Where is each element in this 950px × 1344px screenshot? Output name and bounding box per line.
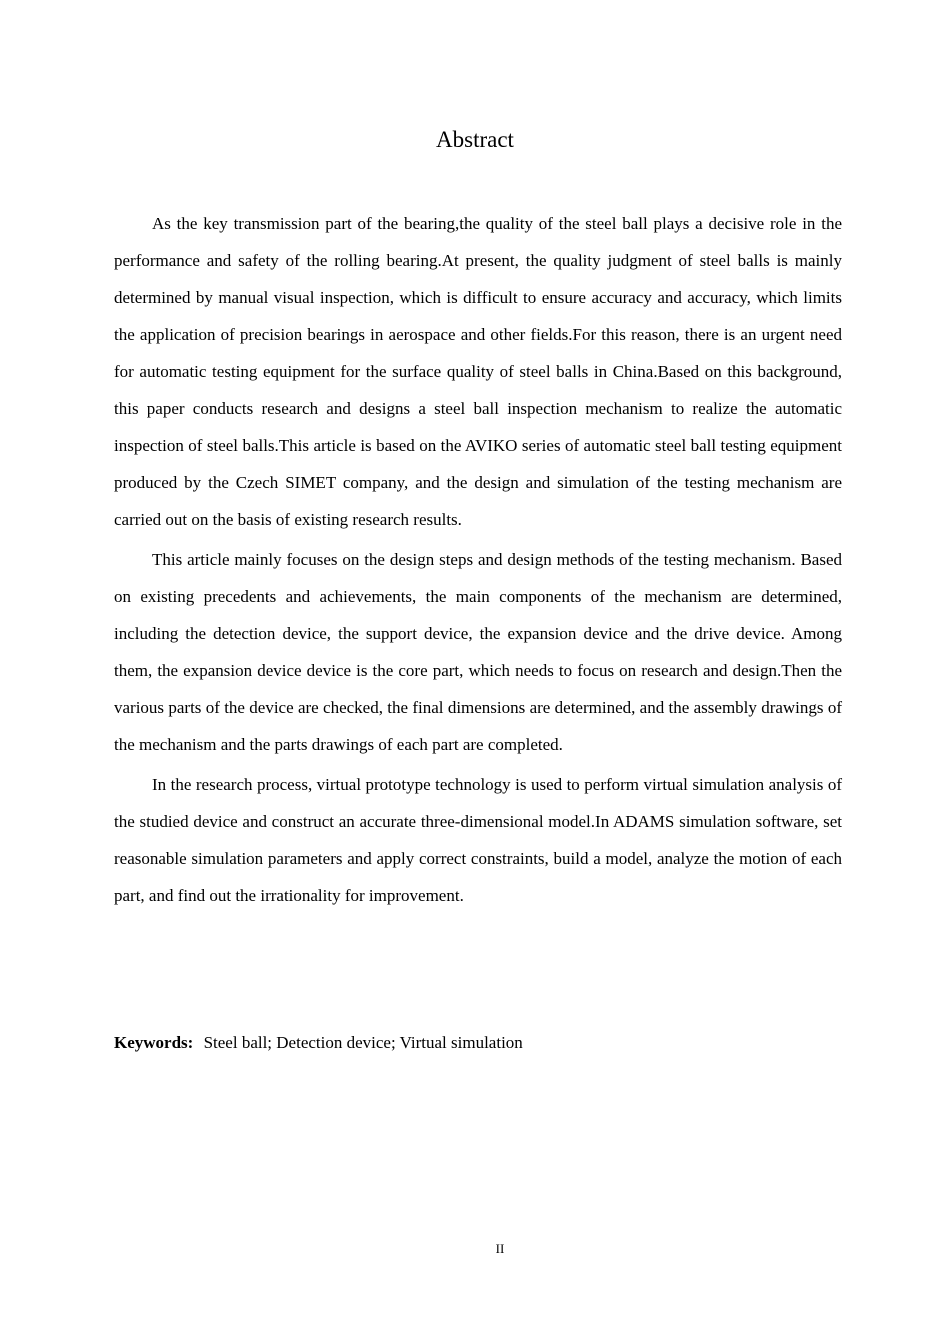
keywords-line <box>114 1028 842 1058</box>
page-title: Abstract <box>436 127 514 152</box>
abstract-body <box>114 205 842 917</box>
keywords-label: Keywords: <box>114 1033 194 1052</box>
abstract-paragraph-3: In the research process, virtual prototype technology is used to perform virtual simulation analysis of the studied device and construct an accurate three-dimensional model.In ADAMS simulation software, set reasonable simulation parameters and apply correct constraints, build a model, analyze the motion of each part, and find out the irrationality for improvement. <box>114 775 842 905</box>
page-number: II <box>495 1241 505 1256</box>
keywords-text: Steel ball; Detection device; Virtual simulation <box>203 1033 523 1052</box>
abstract-paragraph-2: This article mainly focuses on the design steps and design methods of the testing mechanism. Based on existing precedents and achievements, the main components of the mechanism are determined, including the detection device, the support device, the expansion device and the drive device. Among them, the expansion device device is the core part, which needs to focus on research and design.Then the various parts of the device are checked, the final dimensions are determined, and the assembly drawings of the mechanism and the parts drawings of each part are completed. <box>114 550 842 754</box>
abstract-paragraph-1: As the key transmission part of the bearing,the quality of the steel ball plays a decisive role in the performance and safety of the rolling bearing.At present, the quality judgment of steel balls is mainly determined by manual visual inspection, which is difficult to ensure accuracy and accuracy, which limits the application of precision bearings in aerospace and other fields.For this reason, there is an urgent need for automatic testing equipment for the surface quality of steel balls in China.Based on this background, this paper conducts research and designs a steel ball inspection mechanism to realize the automatic inspection of steel balls.This article is based on the AVIKO series of automatic steel ball testing equipment produced by the Czech SIMET company, and the design and simulation of the testing mechanism are carried out on the basis of existing research results. <box>114 214 842 529</box>
